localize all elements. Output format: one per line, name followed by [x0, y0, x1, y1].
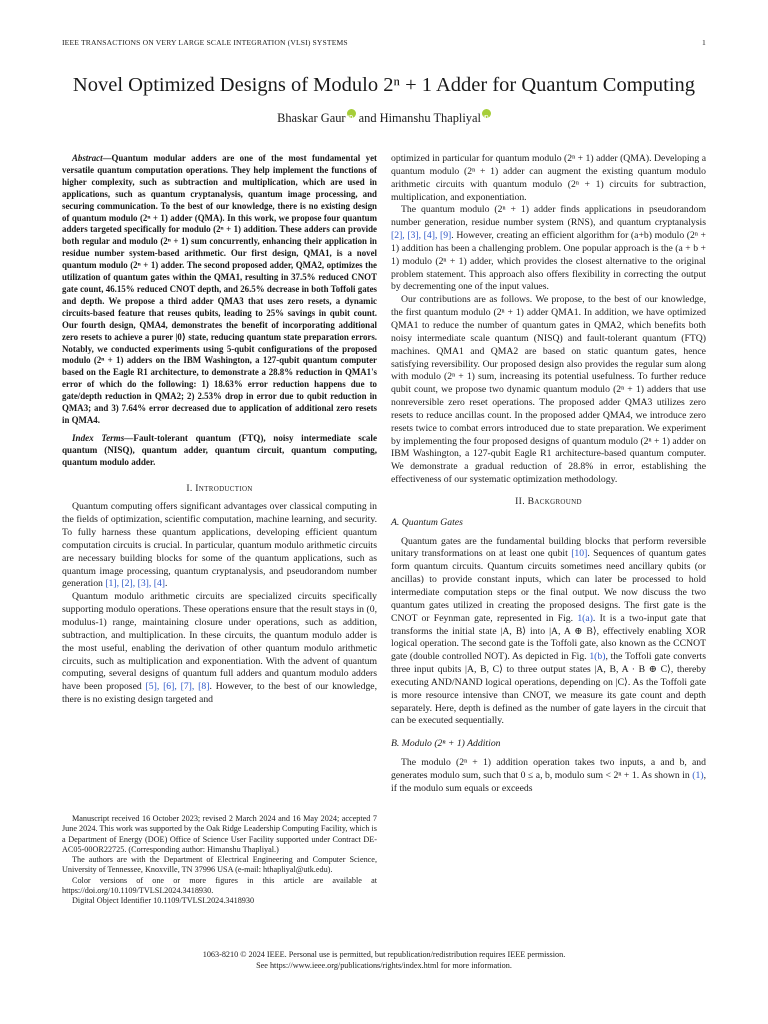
paragraph-text: . Sequences of quantum gates form quantum circuits. Quantum circuits sometimes need ancillary qubits (or ancillas) to provide constant inputs, which can later be processed to hold intermediate computation steps or the final output. We now discuss the two quantum gates utilized in creating the proposed designs. The first gate is the CNOT or Feynman gate, represented in Fig. — [391, 548, 707, 624]
figure-link[interactable]: 1(b) — [589, 651, 606, 663]
footnote-affiliation: The authors are with the Department of Electrical Engineering and Computer Science, University of Tennessee, Knoxville, TN 37996 USA (e-mail: hthapliyal@utk.edu). — [62, 855, 377, 875]
citation-link[interactable]: [2], [3], [4], [9] — [391, 230, 452, 242]
paragraph-text: . However, to the best of our knowledge, there is no existing design targeted and — [62, 681, 378, 706]
section-heading-introduction: I. Introduction — [186, 482, 253, 494]
paragraph — [391, 757, 706, 796]
citation-link[interactable]: [5], [6], [7], [8] — [145, 681, 210, 693]
paragraph — [391, 536, 706, 729]
paragraph — [391, 204, 706, 294]
paragraph-text: . It is a two-input gate that transforms the initial state |A, B⟩ into |A, A ⊕ B⟩, effectively enabling XOR logical operation. The second gate is the Toffoli gate, also known as the CCNOT gate (double controlled NOT). As depicted in Fig. — [391, 612, 706, 663]
abstract-text: Quantum modular adders are one of the most fundamental yet versatile quantum computation operations. They help implement the functions of higher complexity, such as subtraction and multiplication, which are used in applications, such as quantum cryptanalysis, quantum image processing, and securing communication. To the best of our knowledge, there is no existing design of quantum modulo (2ⁿ + 1) adder (QMA). In this work, we propose four quantum adders targeted specifically for modulo (2ⁿ + 1) addition. These adders can provide both regular and modulo (2ⁿ + 1) sum concurrently, enhancing their application in residue number system-based arithmetic. Our first design, QMA1, is a novel quantum modulo (2ⁿ + 1) adder. The second proposed adder, QMA2, optimizes the utilization of quantum gates within the QMA1, resulting in 37.5% reduced CNOT gate count, 46.15% reduced CNOT depth, and 26.5% decrease in both Toffoli gates and depth. We propose a third adder QMA3 that uses zero resets, a dynamic circuits-based feature that reuses qubits, leading to 25% savings in qubit count. Our fourth design, QMA4, demonstrates the benefit of incorporating additional zero resets to achieve a purer |0⟩ state, reducing quantum state preparation errors. Notably, we conducted experiments using 5-qubit configurations of the proposed modulo (2ⁿ + 1) adders on the IBM Washington, a 127-qubit quantum computer based on the Eagle R1 architecture, to demonstrate a 28.8% reduction in QMA1's error of which do the following: 1) 18.63% error reduction happens due to gate/depth reduction in QMA2; 2) 2.53% drop in error due to qubit reduction in QMA3; and 3) 7.64% error decreased due to application of additional zero resets in QMA4. — [62, 153, 377, 425]
right-column — [391, 153, 706, 796]
paragraph-text: . — [165, 578, 168, 590]
footnote-color-versions: Color versions of one or more figures in this article are available at https://doi.org/10.1109/TVLSI.2024.3418930. — [62, 875, 377, 896]
paragraph-text: Quantum modulo arithmetic circuits are specialized circuits specifically supporting modulo operations. These operations ensure that the result stays in (0, modulus-1) range, maintaining closure under operations, such as addition, subtraction, and multiplication. In these circuits, the quantum modulo adder is the most useful, enabling the derivation of other quantum modulo arithmetic circuits, such as multiplication and exponentiation. With the advent of quantum computing, several designs of quantum full adders and quantum modulo adders have been proposed — [62, 591, 377, 693]
rights-link-line: See https://www.ieee.org/publications/rights/index.html for more information. — [256, 961, 512, 970]
copyright-notice — [40, 949, 728, 971]
footnotes — [62, 814, 377, 907]
paragraph-text: , if the modulo sum equals or exceeds — [391, 769, 706, 794]
abstract-label: Abstract— — [72, 153, 112, 163]
figure-link[interactable]: 1(a) — [577, 612, 593, 624]
left-column — [62, 153, 377, 707]
copyright-line: 1063-8210 © 2024 IEEE. Personal use is permitted, but republication/redistribution requires IEEE permission. — [202, 950, 566, 959]
paragraph-text: The modulo (2ⁿ + 1) addition operation takes two inputs, a and b, and generates modulo sum, such that 0 ≤ a, b, modulo sum < 2ⁿ + 1. As shown in — [391, 757, 706, 781]
page-number: 1 — [702, 38, 706, 47]
equation-link[interactable]: (1) — [692, 769, 704, 781]
citation-link[interactable]: [10] — [571, 548, 588, 560]
footnote-doi: Digital Object Identifier 10.1109/TVLSI.2024.3418930 — [72, 896, 255, 906]
paragraph — [62, 591, 377, 707]
journal-name: IEEE TRANSACTIONS ON VERY LARGE SCALE INTEGRATION (VLSI) SYSTEMS — [62, 38, 348, 47]
orcid-icon[interactable] — [482, 109, 491, 118]
citation-link[interactable]: [1], [2], [3], [4] — [105, 578, 166, 590]
paragraph — [62, 501, 377, 591]
footnote-received: Manuscript received 16 October 2023; revised 2 March 2024 and 16 May 2024; accepted 7 June 2024. This work was supported by the Oak Ridge Leadership Computing Facility, which is a Department of Energy (DOE) Office of Science User Facility supported under Contract DE-AC05-00OR22725. (Corresponding author: Himanshu Thapliyal.) — [62, 814, 377, 854]
paragraph — [391, 294, 706, 487]
orcid-icon[interactable] — [347, 109, 356, 118]
paragraph-text: The quantum modulo (2ⁿ + 1) adder finds applications in pseudorandom number generation, residue number system (RNS), and quantum cryptanalysis — [391, 204, 706, 229]
index-terms-text: Fault-tolerant quantum (FTQ), noisy intermediate scale quantum (NISQ), quantum adder, quantum circuit, quantum computing, quantum modulo adder. — [62, 432, 377, 467]
paragraph-text: . However, creating an efficient algorithm for (a+b) modulo (2ⁿ + 1) addition has been a challenging problem. One popular approach is the (a + b + 1) modulo (2ⁿ + 1) adder, which provides the closest alternative to the original problem statement. This approach also offers flexibility in correcting the output by decrementing one of the input values. — [391, 230, 706, 293]
subsection-heading-modulo-addition: B. Modulo (2ⁿ + 1) Addition — [391, 738, 501, 750]
section-heading-background: II. Background — [515, 495, 582, 507]
author-line — [40, 109, 728, 126]
author-connector: and — [355, 111, 380, 125]
paragraph-text: , the Toffoli gate converts three input qubits |A, B, C⟩ to three output states |A, B, A · B ⊕ C⟩, thereby executing AND/NAND logical operations, depending on |C⟩. As the Toffoli gate is more resource intensive than CNOT, we measure its gate count and depth separately. Here, depth is defined as the number of gate layers in the circuit that can be executed sequentially. — [391, 651, 707, 727]
paragraph-text: Quantum computing offers significant advantages over classical computing in the fields of optimization, scientific computation, machine learning, and security. To fully harness these quantum applications, developing efficient quantum computation circuits is crucial. In particular, quantum modulo arithmetic circuits are necessary building blocks for some of the quantum applications, such as quantum image processing, quantum cryptanalysis, and pseudorandom number generation — [62, 501, 377, 590]
author-name: Himanshu Thapliyal — [379, 111, 481, 125]
running-head — [62, 38, 706, 50]
index-terms-label: Index Terms— — [72, 432, 134, 443]
paragraph — [391, 153, 706, 204]
author-name: Bhaskar Gaur — [277, 111, 346, 125]
subsection-heading-quantum-gates: A. Quantum Gates — [391, 516, 463, 528]
index-terms — [62, 433, 377, 469]
paragraph-text: Our contributions are as follows. We propose, to the best of our knowledge, the first quantum modulo (2ⁿ + 1) adder QMA1. In addition, we have optimized QMA1 to reduce the number of quantum gates in QMA2, which benefits both noisy intermediate scale quantum (NISQ) and fault-tolerant quantum (FTQ) machines. QMA1 and QMA2 are based on static quantum gates, hence satisfying reversibility. Our proposed design also provides the regular sum along with modulo (2ⁿ + 1) sum, increasing its potential usefulness. To further reduce qubit count, we propose two dynamic quantum modulo (2ⁿ + 1) adders that use nonreversible zero reset operations. The proposed adder QMA3 utilizes zero resets to reduce ancillas count. In the proposed adder QMA4, we introduce zero resets twice to combat errors introduced due to state preparation. We experiment by implementing the four proposed designs of quantum modulo (2ⁿ + 1) adder on IBM Washington, a 127-qubit Eagle R1 architecture-based quantum computer. We demonstrate a gradual reduction of 28.8% in error, establishing the effectiveness of our systematic optimization methodology. — [391, 294, 706, 486]
abstract — [62, 153, 377, 427]
paragraph-text: optimized in particular for quantum modulo (2ⁿ + 1) adder (QMA). Developing a quantum modulo (2ⁿ + 1) adder can augment the existing quantum modulo arithmetic circuits with quantum modulo (2ⁿ + 1) circuits for subtraction, multiplication, and exponentiation. — [391, 153, 706, 203]
paper-title: Novel Optimized Designs of Modulo 2ⁿ + 1 Adder for Quantum Computing — [72, 74, 696, 96]
paragraph-text: Quantum gates are the fundamental building blocks that perform reversible unitary transformations on at least one qubit — [391, 535, 706, 560]
